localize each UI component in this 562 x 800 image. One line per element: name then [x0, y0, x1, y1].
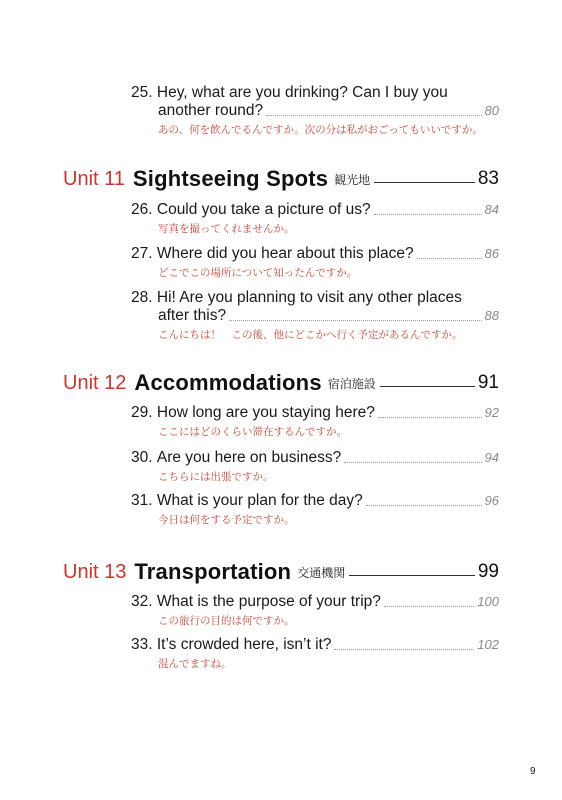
unit-heading-11: [63, 168, 499, 190]
toc-entry-32: [131, 593, 499, 628]
entry-text: Hey, what are you drinking? Can I buy you: [156, 84, 448, 101]
entry-text: Are you here on business?: [156, 449, 342, 466]
entry-japanese: この旅行の目的は何ですか。: [158, 615, 295, 627]
dot-leader: [366, 505, 482, 506]
entry-number: 30.: [131, 449, 153, 466]
unit-title-japanese: 宿泊施設: [327, 377, 376, 391]
entry-number: 28.: [131, 289, 153, 306]
dot-leader: [334, 649, 474, 650]
unit-rule: [374, 182, 475, 183]
unit-title: Accommodations: [134, 370, 322, 395]
entry-text: Could you take a picture of us?: [156, 201, 371, 218]
unit-title: Transportation: [134, 559, 292, 584]
unit-rule: [349, 575, 475, 576]
entry-page-number: 94: [484, 450, 499, 465]
entry-number: 25.: [131, 84, 153, 101]
unit-page-number: 99: [477, 561, 499, 582]
dot-leader: [378, 417, 482, 418]
entry-page-number: 96: [484, 493, 499, 508]
entry-page-number: 86: [484, 246, 499, 261]
dot-leader: [417, 258, 482, 259]
entry-japanese: あの、何を飲んでるんですか。次の分は私がおごってもいいですか。: [158, 124, 483, 136]
unit-label: Unit 13: [63, 561, 127, 583]
toc-entry-25: [131, 84, 499, 137]
unit-title-japanese: 観光地: [334, 173, 371, 187]
entry-text: How long are you staying here?: [156, 404, 375, 421]
toc-entry-30: [131, 449, 499, 484]
entry-japanese: 混んでますね。: [158, 658, 232, 670]
entry-text: Hi! Are you planning to visit any other places: [156, 289, 462, 306]
dot-leader: [229, 320, 481, 321]
entry-japanese: ここにはどのくらい滞在するんですか。: [158, 426, 347, 438]
dot-leader: [266, 115, 481, 116]
dot-leader: [344, 462, 481, 463]
entry-page-number: 80: [484, 103, 499, 118]
page-number: 9: [530, 766, 536, 777]
entry-text: It’s crowded here, isn’t it?: [156, 636, 332, 653]
toc-entry-28: [131, 289, 499, 342]
entry-page-number: 92: [484, 405, 499, 420]
unit-rule: [380, 386, 475, 387]
entry-text: What is the purpose of your trip?: [156, 593, 381, 610]
entry-page-number: 84: [484, 202, 499, 217]
entry-number: 33.: [131, 636, 153, 653]
unit-page-number: 83: [477, 168, 499, 189]
unit-title: Sightseeing Spots: [132, 166, 329, 191]
entry-number: 31.: [131, 492, 153, 509]
entry-japanese: どこでこの場所について知ったんですか。: [158, 267, 358, 279]
entry-japanese: こんにちは！ この後、他にどこかへ行く予定があるんですか。: [158, 329, 463, 341]
entry-text-continued: another round?: [158, 102, 264, 119]
entry-text-continued: after this?: [158, 307, 227, 324]
entry-text: Where did you hear about this place?: [156, 245, 414, 262]
entry-page-number: 88: [484, 308, 499, 323]
toc-entry-26: [131, 201, 499, 236]
toc-entry-27: [131, 245, 499, 280]
toc-entry-31: [131, 492, 499, 527]
entry-number: 27.: [131, 245, 153, 262]
unit-label: Unit 11: [63, 168, 125, 190]
entry-number: 32.: [131, 593, 153, 610]
toc-entry-29: [131, 404, 499, 439]
entry-number: 26.: [131, 201, 153, 218]
entry-page-number: 100: [477, 594, 499, 609]
unit-page-number: 91: [477, 372, 499, 393]
unit-heading-12: [63, 372, 499, 394]
toc-entry-33: [131, 636, 499, 671]
unit-label: Unit 12: [63, 372, 127, 394]
unit-heading-13: [63, 561, 499, 583]
entry-japanese: 今日は何をする予定ですか。: [158, 514, 295, 526]
entry-number: 29.: [131, 404, 153, 421]
dot-leader: [384, 606, 474, 607]
entry-page-number: 102: [477, 637, 499, 652]
dot-leader: [374, 214, 482, 215]
unit-title-japanese: 交通機関: [297, 566, 346, 580]
entry-japanese: こちらには出張ですか。: [158, 471, 274, 483]
entry-text: What is your plan for the day?: [156, 492, 363, 509]
entry-japanese: 写真を撮ってくれませんか。: [158, 223, 295, 235]
